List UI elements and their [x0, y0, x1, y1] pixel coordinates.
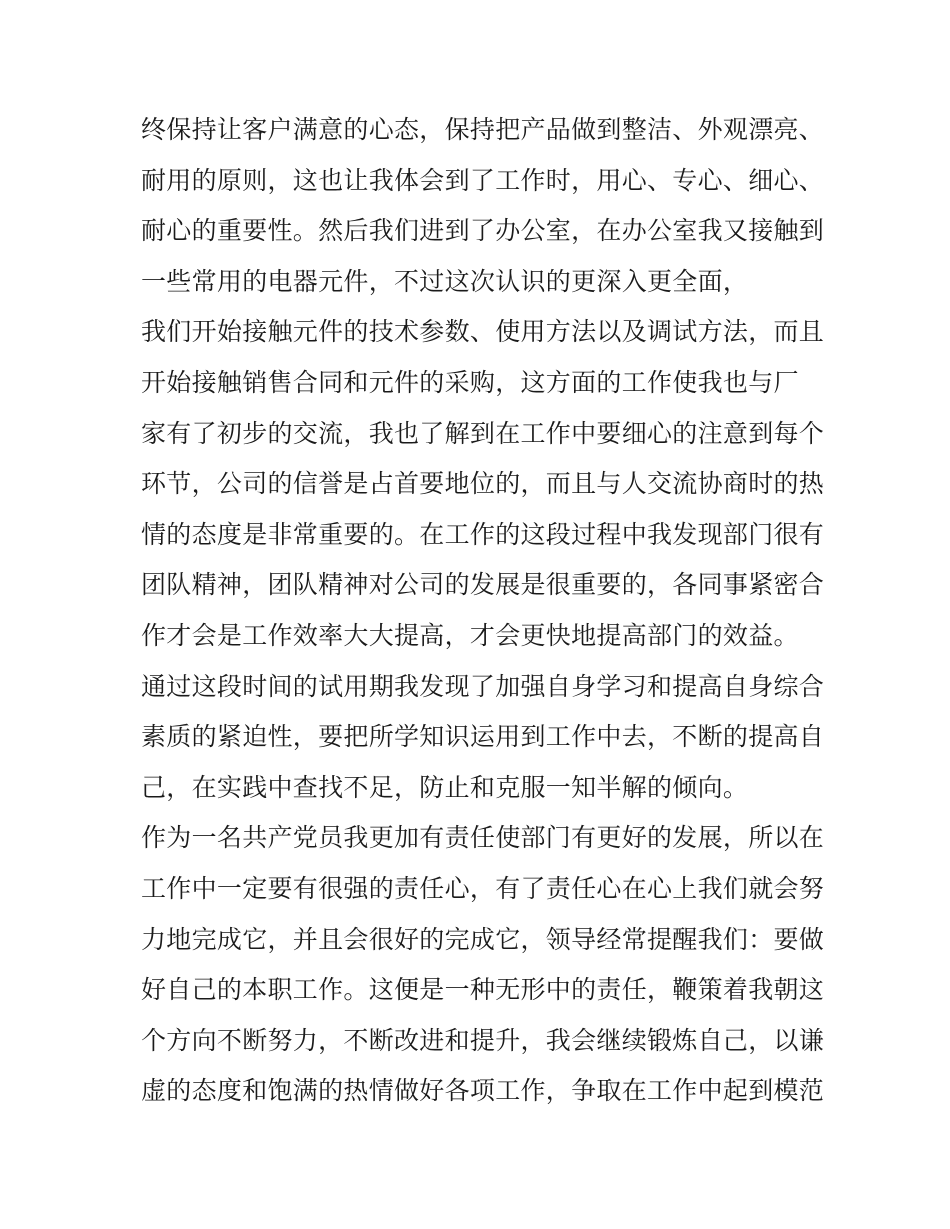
text-line: 终保持让客户满意的心态，保持把产品做到整洁、外观漂亮、 [141, 115, 825, 144]
text-line: 团队精神，团队精神对公司的发展是很重要的，各同事紧密合 [141, 570, 825, 600]
text-line: 一些常用的电器元件，不过这次认识的更深入更全面， [141, 266, 749, 296]
text-line: 工作中一定要有很强的责任心，有了责任心在心上我们就会努 [141, 873, 825, 903]
text-line: 个方向不断努力，不断改进和提升，我会继续锻炼自己，以谦 [141, 1025, 825, 1055]
text-line: 力地完成它，并且会很好的完成它，领导经常提醒我们：要做 [141, 924, 825, 954]
body-text [141, 105, 825, 1117]
text-line: 通过这段时间的试用期我发现了加强自身学习和提高自身综合 [141, 671, 825, 701]
text-line: 素质的紧迫性，要把所学知识运用到工作中去，不断的提高自 [141, 722, 825, 752]
text-line: 环节，公司的信誉是占首要地位的，而且与人交流协商时的热 [141, 469, 825, 499]
text-line: 家有了初步的交流，我也了解到在工作中要细心的注意到每个 [141, 418, 825, 448]
text-line: 作为一名共产党员我更加有责任使部门有更好的发展，所以在 [141, 823, 825, 853]
text-line: 耐用的原则，这也让我体会到了工作时，用心、专心、细心、 [141, 165, 825, 195]
text-line: 己，在实践中查找不足，防止和克服一知半解的倾向。 [141, 772, 749, 802]
text-line: 耐心的重要性。然后我们进到了办公室，在办公室我又接触到 [141, 216, 825, 246]
text-line: 开始接触销售合同和元件的采购，这方面的工作使我也与厂 [141, 367, 799, 397]
text-line: 好自己的本职工作。这便是一种无形中的责任，鞭策着我朝这 [141, 975, 825, 1005]
text-line: 虚的态度和饱满的热情做好各项工作，争取在工作中起到模范 [141, 1076, 825, 1106]
text-line: 情的态度是非常重要的。在工作的这段过程中我发现部门很有 [141, 519, 825, 549]
text-line: 我们开始接触元件的技术参数、使用方法以及调试方法，而且 [141, 317, 825, 347]
text-line: 作才会是工作效率大大提高，才会更快地提高部门的效益。 [141, 620, 799, 650]
